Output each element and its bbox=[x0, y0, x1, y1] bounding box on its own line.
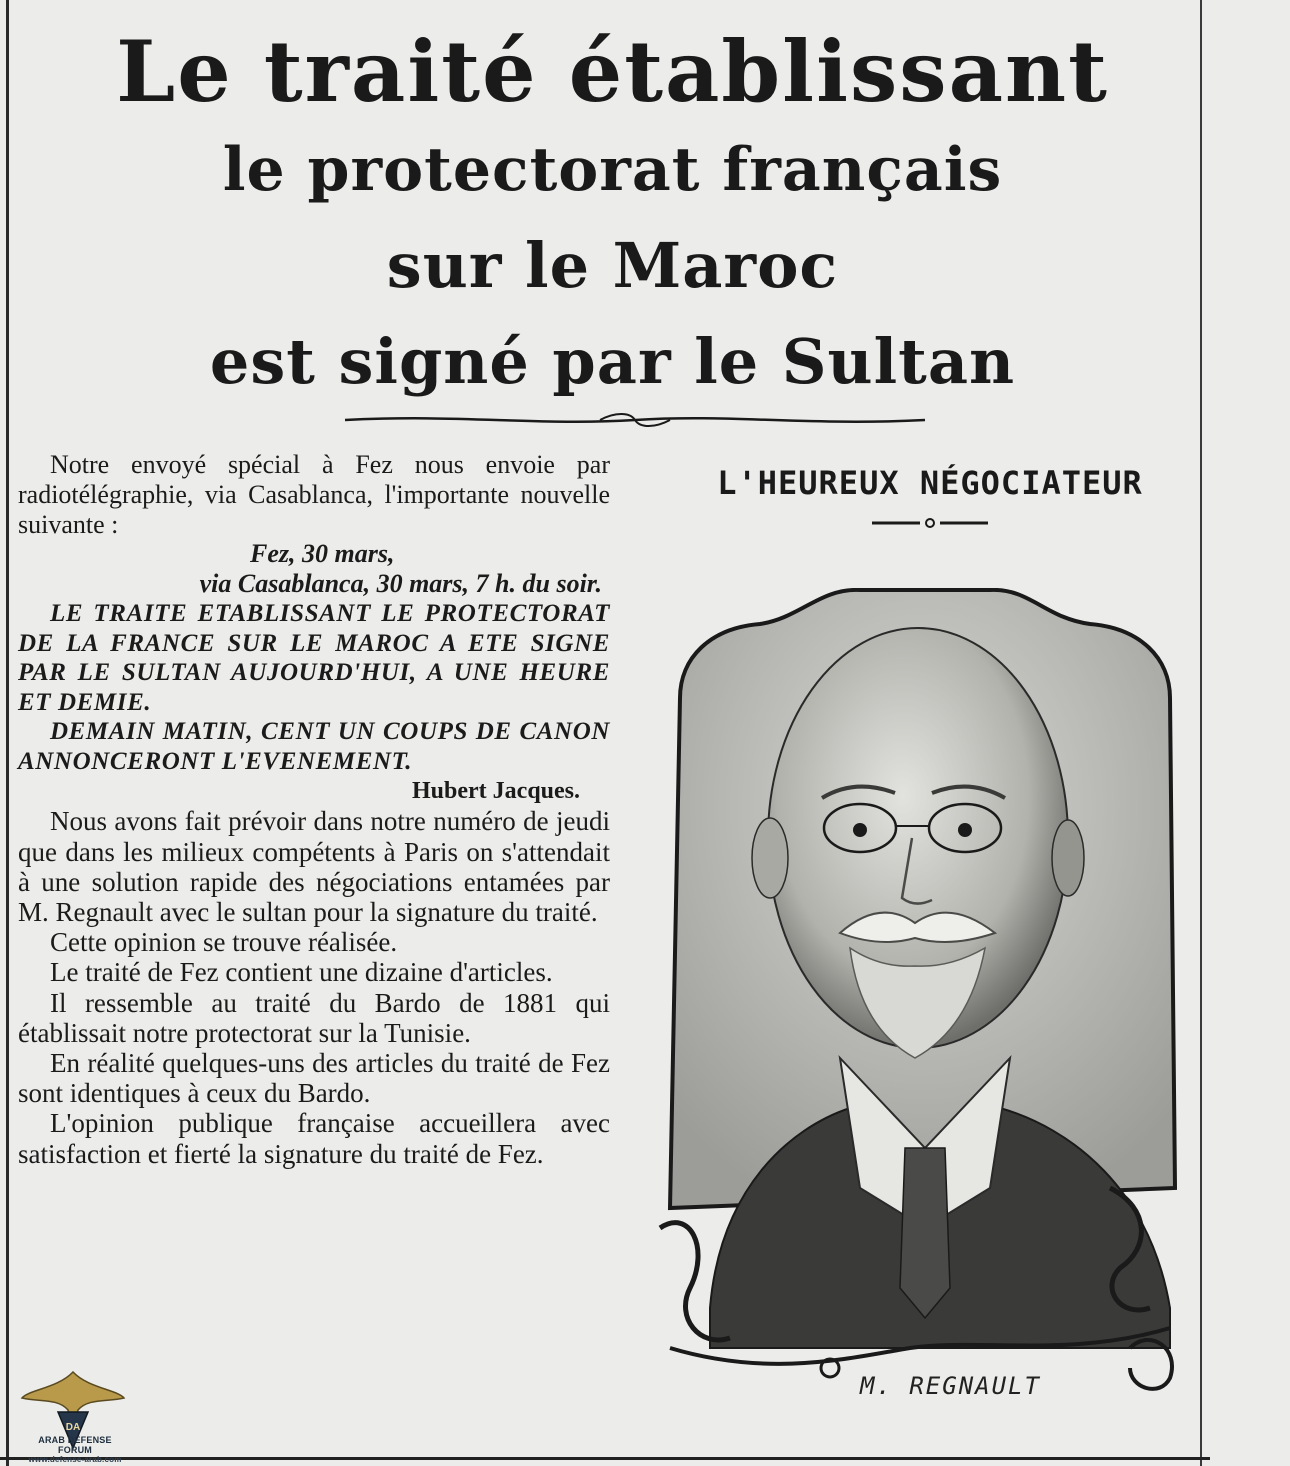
article-paragraph: Nous avons fait prévoir dans notre numéro de jeudi que dans les milieux compétents à Paris on s'attendait à une solution rapide des négociations entamées par M. Regnault avec le sultan pour la signature du traité. bbox=[18, 806, 610, 927]
heading-rule bbox=[870, 516, 990, 530]
headline-line-2: le protectorat français bbox=[222, 135, 1003, 205]
article-paragraph: L'opinion publique française accueillera avec satisfaction et fierté la signature du traité de Fez. bbox=[18, 1108, 610, 1169]
watermark-label: ARAB DEFENSE FORUM bbox=[38, 1435, 112, 1455]
ornamental-rule bbox=[340, 410, 930, 430]
article-paragraph: En réalité quelques-uns des articles du traité de Fez sont identiques à ceux du Bardo. bbox=[18, 1047, 610, 1109]
headline-line-3: sur le Maroc bbox=[386, 229, 839, 302]
article-paragraph: Il ressemble au traité du Bardo de 1881 qui établissait notre protectorat sur la Tunisie. bbox=[18, 987, 610, 1048]
headline bbox=[20, 22, 1205, 410]
correspondent-signature: Hubert Jacques. bbox=[412, 777, 580, 804]
watermark-url: www.defense-arab.com bbox=[28, 1455, 122, 1464]
cable-text-1: LE TRAITE ETABLISSANT LE PROTECTORAT DE LA FRANCE SUR LE MAROC A ETE SIGNE PAR LE SULTAN AUJOURD'HUI, A UNE HEURE ET DEMIE. bbox=[18, 599, 610, 716]
page-border-left bbox=[6, 0, 9, 1466]
portrait-heading: L'HEUREUX NÉGOCIATEUR bbox=[717, 464, 1143, 502]
portrait-caption: M. REGNAULT bbox=[860, 1372, 1041, 1400]
dateline-fez: Fez, 30 mars, bbox=[250, 539, 395, 569]
forum-watermark bbox=[20, 1435, 130, 1464]
article-paragraph: Cette opinion se trouve réalisée. bbox=[50, 927, 398, 958]
article-paragraph: Le traité de Fez contient une dizaine d'articles. bbox=[50, 957, 553, 988]
headline-line-4: est signé par le Sultan bbox=[209, 325, 1016, 398]
cable-text-2: DEMAIN MATIN, CENT UN COUPS DE CANON ANNONCERONT L'EVENEMENT. bbox=[18, 718, 610, 775]
dateline-casablanca: via Casablanca, 30 mars, 7 h. du soir. bbox=[199, 569, 602, 599]
article-intro: Notre envoyé spécial à Fez nous envoie par radiotélégraphie, via Casablanca, l'importante nouvelle suivante : bbox=[18, 450, 610, 539]
headline-line-1: Le traité établissant bbox=[116, 22, 1109, 121]
portrait-engraving bbox=[650, 588, 1195, 1408]
svg-text:DA: DA bbox=[65, 1422, 81, 1433]
article-column bbox=[18, 450, 610, 1169]
page-border-bottom bbox=[0, 1457, 1210, 1460]
